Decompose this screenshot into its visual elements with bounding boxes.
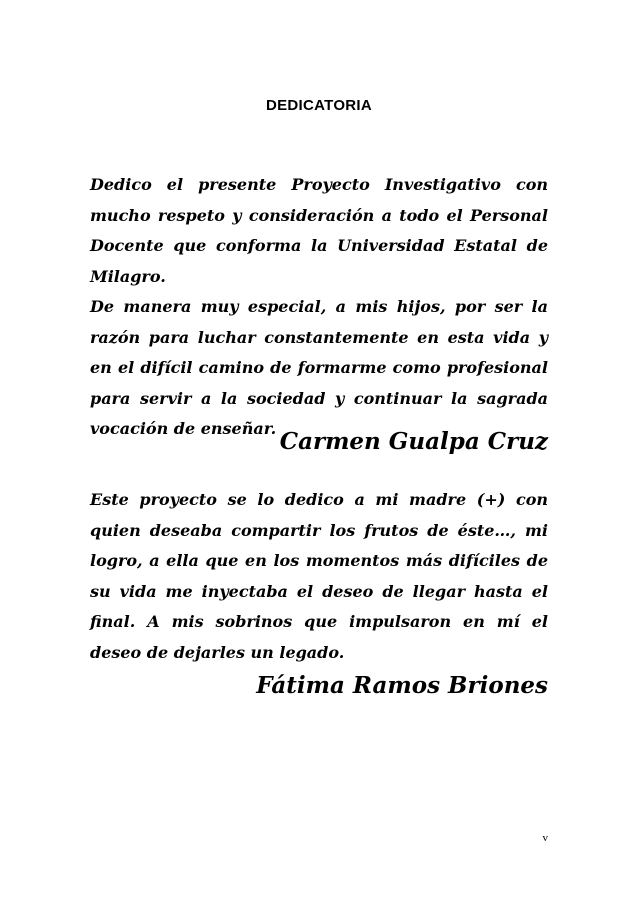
dedication-text-1b: De manera muy especial, a mis hijos, por ser la razón para luchar constantemente en esta vida y en el difícil camino de formarme como profesional para servir a la sociedad y continuar la sagrada vocación de enseñar. xyxy=(90,297,548,438)
dedication-text-2: Este proyecto se lo dedico a mi madre (+) con quien deseaba compartir los frutos de éste…, mi logro, a ella que en los momentos más difíciles de su vida me inyectaba el deseo de llegar hasta el final. A mis sobrinos que impulsaron en mí el deseo de dejarles un legado. xyxy=(90,490,548,662)
dedication-text-1a: Dedico el presente Proyecto Investigativo con mucho respeto y consideración a todo el Personal Docente que conforma la Universidad Estatal de Milagro. xyxy=(90,175,548,286)
signature-carmen: Carmen Gualpa Cruz xyxy=(279,428,548,455)
page-title: DEDICATORIA xyxy=(265,97,373,114)
dedication-paragraph-1 xyxy=(90,170,548,445)
signature-fatima: Fátima Ramos Briones xyxy=(256,672,548,699)
page-number: v xyxy=(542,832,548,844)
dedication-paragraph-2 xyxy=(90,485,548,668)
